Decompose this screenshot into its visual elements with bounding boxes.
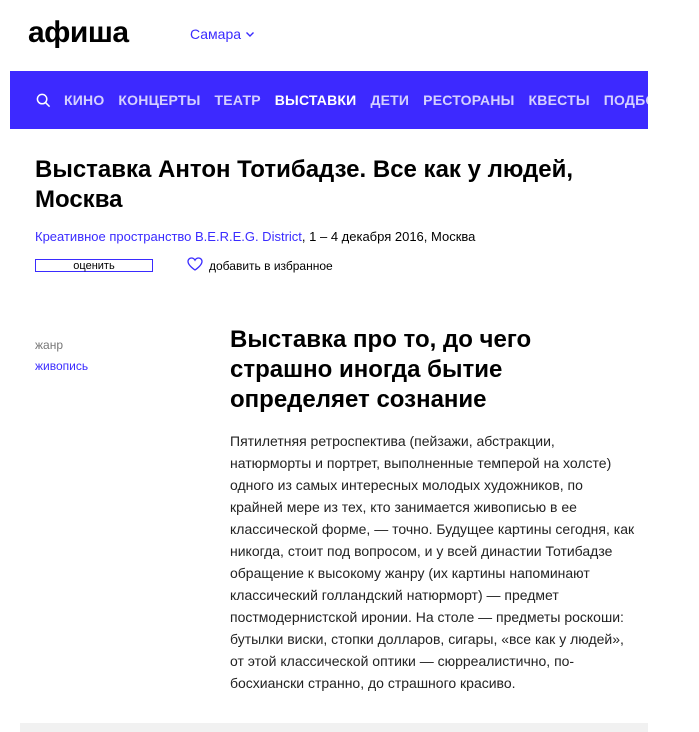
nav-item-1[interactable]: КОНЦЕРТЫ: [118, 92, 201, 108]
genre-label: жанр: [35, 338, 64, 352]
afisha-logo[interactable]: афиша: [28, 16, 129, 49]
event-meta: [35, 228, 475, 246]
main-navigation: [10, 71, 686, 129]
nav-item-5[interactable]: РЕСТОРАНЫ: [423, 92, 515, 108]
bottom-divider: [20, 723, 648, 732]
genre-link[interactable]: живопись: [35, 359, 89, 373]
heart-icon: [187, 257, 203, 274]
nav-item-7[interactable]: ПОДБОРКИ: [603, 92, 686, 108]
nav-item-6[interactable]: КВЕСТЫ: [528, 92, 590, 108]
add-to-favorites-button[interactable]: [187, 257, 333, 274]
rate-button[interactable]: оценить: [35, 259, 153, 272]
top-header: [0, 0, 648, 71]
nav-item-2[interactable]: ТЕАТР: [214, 92, 261, 108]
city-name: Самара: [190, 26, 242, 42]
venue-link[interactable]: Креативное пространство B.E.R.E.G. District: [35, 229, 302, 244]
chevron-down-icon: [245, 26, 255, 42]
nav-item-4[interactable]: ДЕТИ: [370, 92, 410, 108]
event-dates: , 1 – 4 декабря 2016, Москва: [301, 229, 476, 244]
nav-item-0[interactable]: КИНО: [64, 92, 105, 108]
page-title: Выставка Антон Тотибадзе. Все как у людей, Москва: [35, 156, 574, 213]
article-heading: Выставка про то, до чего страшно иногда бытие определяет сознание: [230, 326, 532, 413]
city-selector[interactable]: [190, 26, 255, 42]
search-icon[interactable]: [32, 89, 54, 111]
nav-item-3[interactable]: ВЫСТАВКИ: [274, 92, 357, 108]
article-body: Пятилетняя ретроспектива (пейзажи, абстракции, натюрморты и портрет, выполненные темперой на холсте) одного из самых интересных молодых художников, по крайней мере из тех, кто занимается живописью в ее классической форме, — точно. Будущее картины сегодня, как никогда, стоит под вопросом, и у всей династии Тотибадзе обращение к высокому жанру (их картины напоминают классический голландский натюрморт) — предмет постмодернистской иронии. На столе — предметы роскоши: бутылки виски, стопки долларов, сигары, «все как у людей», от этой классической оптики — сюрреалистично, по-босхиански странно, до страшного красиво.: [230, 433, 635, 691]
favorites-label: добавить в избранное: [209, 258, 333, 273]
